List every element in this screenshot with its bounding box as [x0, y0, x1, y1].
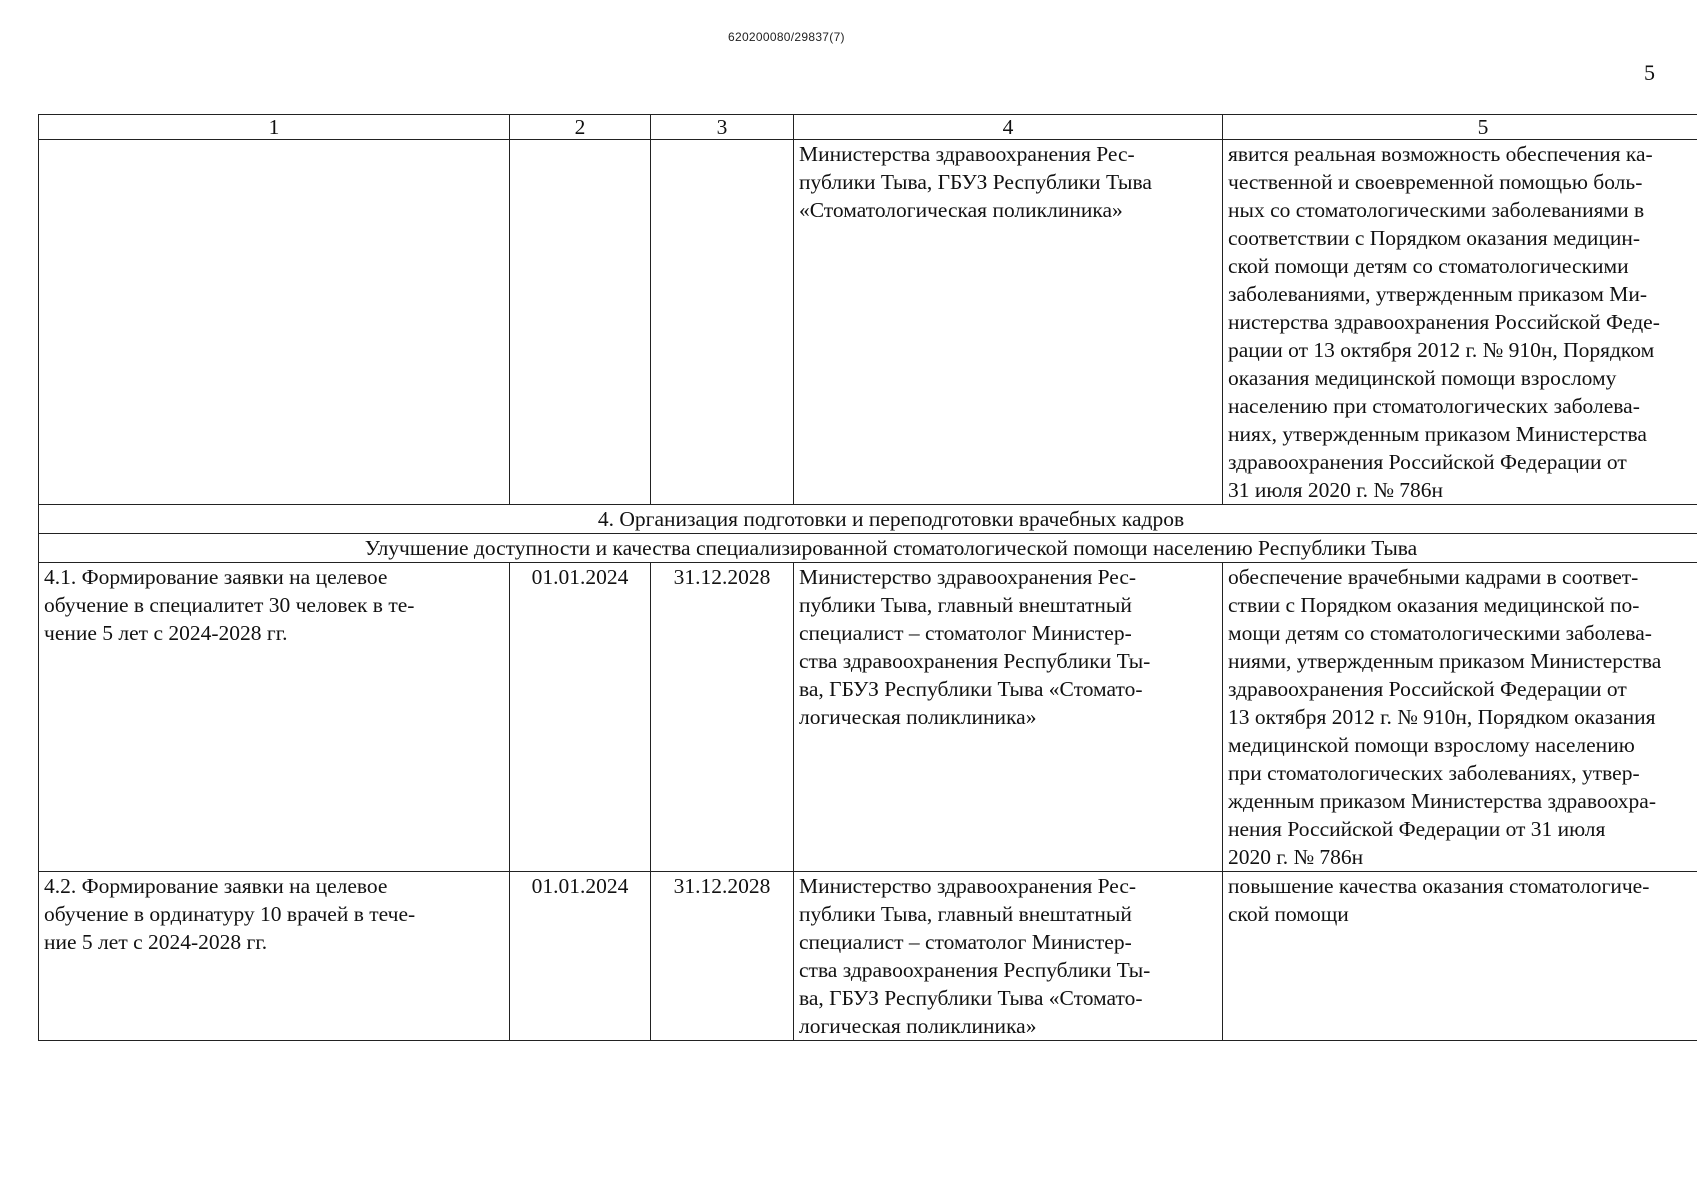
cell-start-date: 01.01.2024 — [510, 563, 651, 872]
section-goal-row — [39, 534, 1697, 563]
cell-end-date — [651, 140, 794, 505]
cell-responsible: Министерства здравоохранения Рес- публики Тыва, ГБУЗ Республики Тыва «Стоматологическая поликлиника» — [794, 140, 1223, 505]
cell-result: явится реальная возможность обеспечения ка- чественной и своевременной помощью боль- ных со стоматологическими заболеваниями в соответствии с Порядком оказания медицин- ской помощи детям со стоматологическими заболеваниями, утвержденным приказом Ми- нистерства здравоохранения Российской Феде- рации от 13 октября 2012 г. № 910н, Порядком оказания медицинской помощи взрослому населению при стоматологических заболева- ниях, утвержденным приказом Министерства здравоохранения Российской Федерации от 31 июля 2020 г. № 786н — [1223, 140, 1697, 505]
table-row — [39, 872, 1697, 1041]
cell-result: повышение качества оказания стоматологиче- ской помощи — [1223, 872, 1697, 1041]
page-number: 5 — [1644, 60, 1655, 85]
section-goal: Улучшение доступности и качества специализированной стоматологической помощи населению Республики Тыва — [39, 534, 1697, 563]
column-header-1: 1 — [39, 115, 510, 140]
cell-responsible: Министерство здравоохранения Рес- публики Тыва, главный внештатный специалист – стоматолог Министер- ства здравоохранения Республики Ты- ва, ГБУЗ Республики Тыва «Стомато- логическая поликлиника» — [794, 872, 1223, 1041]
column-header-4: 4 — [794, 115, 1223, 140]
cell-result: обеспечение врачебными кадрами в соответ- ствии с Порядком оказания медицинской по- мощи детям со стоматологическими заболева- ниями, утвержденным приказом Министерства здравоохранения Российской Федерации от 13 октября 2012 г. № 910н, Порядком оказания медицинской помощи взрослому населению при стоматологических заболеваниях, утвер- жденным приказом Министерства здравоохра- нения Российской Федерации от 31 июля 2020 г. № 786н — [1223, 563, 1697, 872]
column-header-5: 5 — [1223, 115, 1697, 140]
cell-end-date: 31.12.2028 — [651, 563, 794, 872]
cell-responsible: Министерство здравоохранения Рес- публики Тыва, главный внештатный специалист – стоматолог Министер- ства здравоохранения Республики Ты- ва, ГБУЗ Республики Тыва «Стомато- логическая поликлиника» — [794, 563, 1223, 872]
section-title-row — [39, 505, 1697, 534]
column-header-2: 2 — [510, 115, 651, 140]
cell-measure: 4.1. Формирование заявки на целевое обучение в специалитет 30 человек в те- чение 5 лет с 2024-2028 гг. — [39, 563, 510, 872]
cell-end-date: 31.12.2028 — [651, 872, 794, 1041]
column-number-row — [39, 115, 1697, 140]
document-code: 620200080/29837(7) — [728, 30, 845, 44]
section-title: 4. Организация подготовки и переподготовки врачебных кадров — [39, 505, 1697, 534]
table-row — [39, 563, 1697, 872]
column-header-3: 3 — [651, 115, 794, 140]
cell-measure — [39, 140, 510, 505]
cell-measure: 4.2. Формирование заявки на целевое обучение в ординатуру 10 врачей в тече- ние 5 лет с 2024-2028 гг. — [39, 872, 510, 1041]
table-row-continuation — [39, 140, 1697, 505]
cell-start-date: 01.01.2024 — [510, 872, 651, 1041]
cell-start-date — [510, 140, 651, 505]
measures-table — [38, 114, 1697, 1041]
